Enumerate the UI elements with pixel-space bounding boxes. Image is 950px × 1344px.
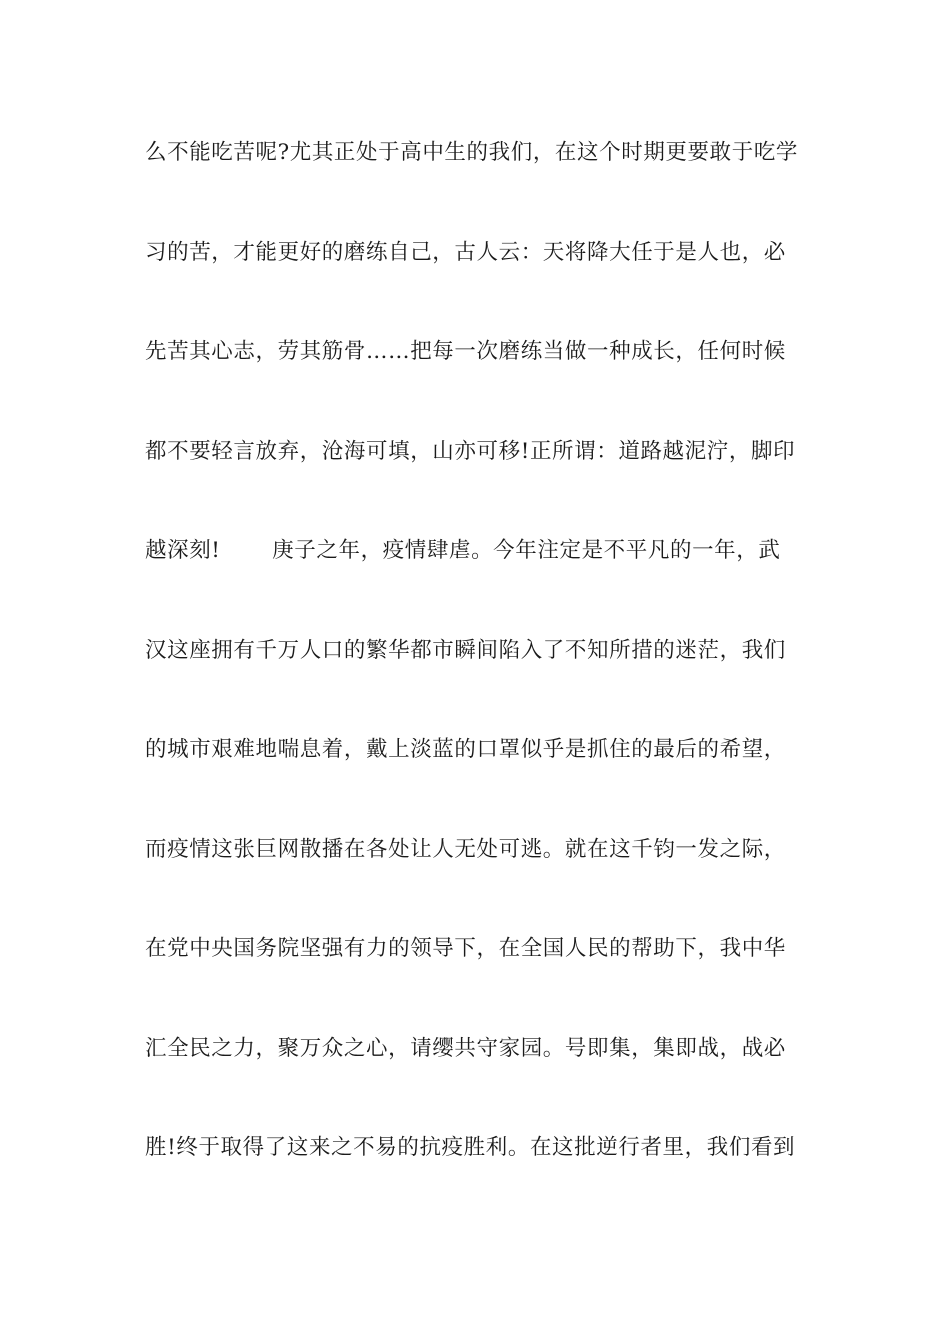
text-line: 汇全民之力，聚万众之心，请缨共守家园。号即集，集即战，战必 [145, 1035, 786, 1061]
text-line: 在党中央国务院坚强有力的领导下，在全国人民的帮助下，我中华 [145, 936, 786, 961]
text-line: 习的苦，才能更好的磨练自己，古人云：天将降大任于是人也，必 [145, 239, 786, 265]
text-line: 汉这座拥有千万人口的繁华都市瞬间陷入了不知所措的迷茫，我们 [145, 637, 786, 663]
text-line: 的城市艰难地喘息着，戴上淡蓝的口罩似乎是抓住的最后的希望， [145, 737, 786, 762]
text-line: 而疫情这张巨网散播在各处让人无处可逃。就在这千钧一发之际， [145, 836, 786, 862]
text-line: 越深刻! 庚子之年，疫情肆虐。今年注定是不平凡的一年，武 [145, 538, 781, 563]
text-line: 先苦其心志，劳其筋骨……把每一次磨练当做一种成长，任何时候 [145, 339, 786, 364]
text-line: 胜!终于取得了这来之不易的抗疫胜利。在这批逆行者里，我们看到 [145, 1135, 796, 1160]
text-line: 都不要轻言放弃，沧海可填，山亦可移!正所谓：道路越泥泞，脚印 [145, 438, 796, 464]
body-text [145, 133, 815, 1228]
text-line: 么不能吃苦呢?尤其正处于高中生的我们，在这个时期更要敢于吃学 [145, 140, 799, 165]
